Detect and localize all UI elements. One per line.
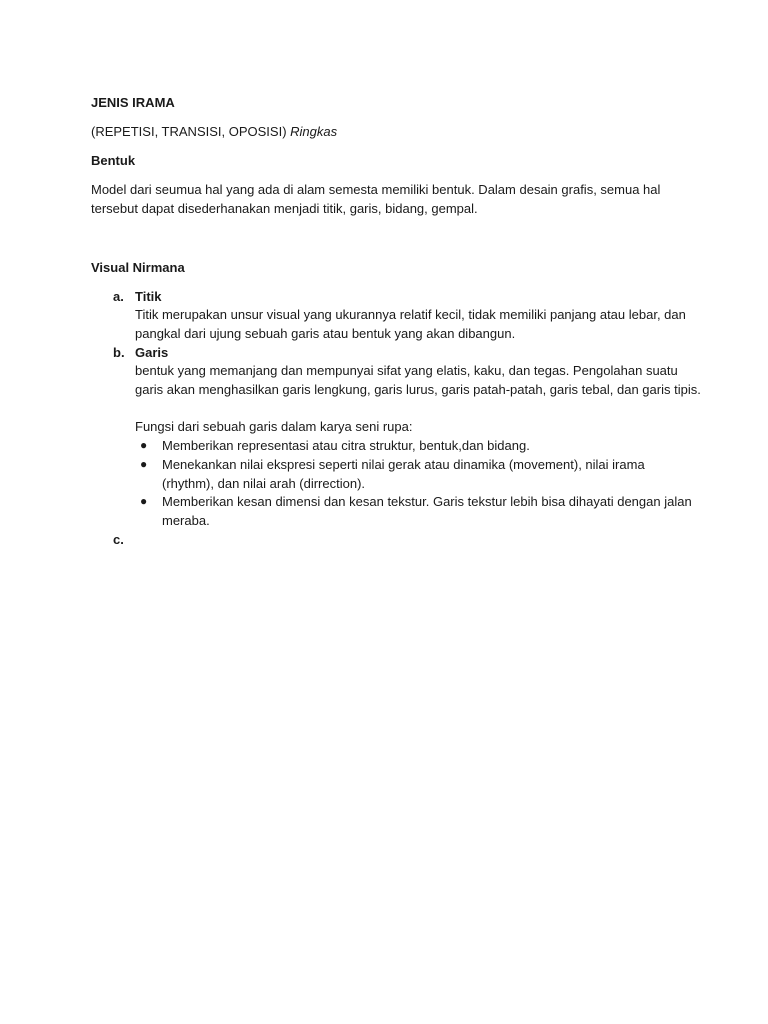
subtitle-plain: (REPETISI, TRANSISI, OPOSISI) xyxy=(91,124,287,139)
bullet-item: Memberikan representasi atau citra struktur, bentuk,dan bidang. xyxy=(162,438,530,453)
bullet-icon: ● xyxy=(140,494,148,508)
bullet-icon: ● xyxy=(140,457,148,471)
bullet-item: Memberikan kesan dimensi dan kesan tekstur. Garis tekstur lebih bisa dihayati dengan jalan xyxy=(162,494,692,509)
item-text-line: pangkal dari ujung sebuah garis atau bentuk yang akan dibangun. xyxy=(135,326,516,341)
section-heading-bentuk: Bentuk xyxy=(91,153,136,168)
bullet-item-continuation: (rhythm), dan nilai arah (dirrection). xyxy=(162,476,366,491)
list-marker-a: a. xyxy=(113,289,124,304)
item-text-line: garis akan menghasilkan garis lengkung, garis lurus, garis patah-patah, garis tebal, dan garis tipis. xyxy=(135,382,701,397)
paragraph-line: tersebut dapat disederhanakan menjadi titik, garis, bidang, gempal. xyxy=(91,201,478,216)
bullet-item: Menekankan nilai ekspresi seperti nilai gerak atau dinamika (movement), nilai irama xyxy=(162,457,645,472)
doc-subtitle xyxy=(91,122,337,141)
doc-title: JENIS IRAMA xyxy=(91,95,175,110)
list-marker-b: b. xyxy=(113,345,125,360)
list-marker-c: c. xyxy=(113,532,124,547)
paragraph-line: Model dari seumua hal yang ada di alam semesta memiliki bentuk. Dalam desain grafis, semua hal xyxy=(91,182,661,197)
item-heading-titik: Titik xyxy=(135,289,162,304)
section-heading-visual-nirmana: Visual Nirmana xyxy=(91,260,185,275)
bullet-item-continuation: meraba. xyxy=(162,513,210,528)
fungsi-intro: Fungsi dari sebuah garis dalam karya seni rupa: xyxy=(135,419,413,434)
bullet-icon: ● xyxy=(140,438,148,452)
item-text-line: Titik merupakan unsur visual yang ukurannya relatif kecil, tidak memiliki panjang atau lebar, dan xyxy=(135,307,686,322)
subtitle-italic: Ringkas xyxy=(290,124,338,139)
item-heading-garis: Garis xyxy=(135,345,169,360)
item-text-line: bentuk yang memanjang dan mempunyai sifat yang elatis, kaku, dan tegas. Pengolahan suatu xyxy=(135,363,678,378)
